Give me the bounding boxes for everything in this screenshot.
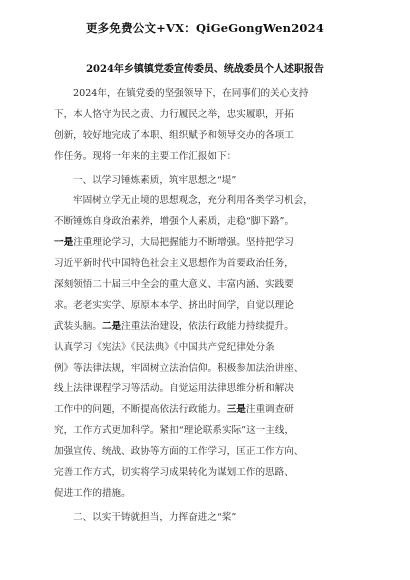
- paragraph-text: 注重调查研: [245, 404, 294, 416]
- paragraph-line: [54, 317, 358, 338]
- intro-line: 作任务。现将一年来的主要工作汇报如下：: [54, 150, 237, 162]
- paragraph-line: [54, 233, 358, 254]
- paragraph-line: 求。老老实实学、原原本本学、挤出时间学，自觉以理论: [54, 299, 294, 311]
- paragraph-line: 认真学习《宪法》《民法典》《中国共产党纪律处分条: [54, 341, 275, 353]
- paragraph-line: 加强宣传、统战、政协等方面的工作学习，匡正工作方向、: [54, 446, 304, 458]
- paragraph-line: 深刻领悟二十届三中全会的重大意义、丰富内涵、实践要: [54, 279, 294, 291]
- paragraph-line: 究，工作方式更加科学。紧扣“理论联系实际”这一主线，: [54, 425, 295, 437]
- paragraph-line: 牢固树立学无止境的思想观念，充分利用各类学习机会，: [73, 195, 313, 207]
- paragraph-text: 注重理论学习，大局把握能力不断增强。坚持把学习: [73, 237, 294, 249]
- paragraph-line: 线上法律课程学习等活动。自觉运用法律思维分析和解决: [54, 383, 294, 395]
- paragraph-line: [54, 400, 358, 421]
- paragraph-line: 完善工作方式，切实将学习成果转化为谋划工作的思路、: [54, 467, 294, 479]
- promo-header: 更多免费公文+VX：QiGeGongWen2024: [85, 21, 325, 35]
- section-heading-2: 二、以实干铸就担当，力挥奋进之“桨”: [73, 511, 237, 523]
- document-title: 2024年乡镇镇党委宣传委员、统战委员个人述职报告: [86, 64, 324, 75]
- paragraph-line: 促进工作的措施。: [54, 487, 131, 499]
- point-marker-2: 二是: [101, 320, 122, 332]
- intro-line: 2024年，在镇党委的坚强领导下，在同事们的关心支持: [73, 88, 309, 99]
- document-body: [54, 84, 358, 529]
- intro-line: 下，本人恪守为民之责、力行履民之举，忠实履职，开拓: [54, 108, 294, 120]
- point-marker-1: 一是: [54, 237, 74, 249]
- paragraph-line: 习近平新时代中国特色社会主义思想作为首要政治任务，: [54, 258, 294, 270]
- intro-line: 创新，较好地完成了本职、组织赋予和领导交办的各项工: [54, 129, 294, 141]
- paragraph-text: 注重法治建设，依法行政能力持续提升。: [121, 320, 294, 332]
- paragraph-text: 工作中的问题，不断提高依法行政能力。: [54, 404, 227, 416]
- point-marker-3: 三是: [226, 404, 246, 416]
- section-heading-1: 一、以学习锤炼素质，筑牢思想之“堤”: [73, 174, 237, 186]
- paragraph-text: 武装头脑。: [54, 320, 102, 332]
- paragraph-line: 例》等法律法规，牢固树立法治信仰。积极参加法治讲座、: [54, 362, 304, 374]
- paragraph-line: 不断锤炼自身政治素养，增强个人素质，走稳“脚下路”。: [54, 216, 295, 228]
